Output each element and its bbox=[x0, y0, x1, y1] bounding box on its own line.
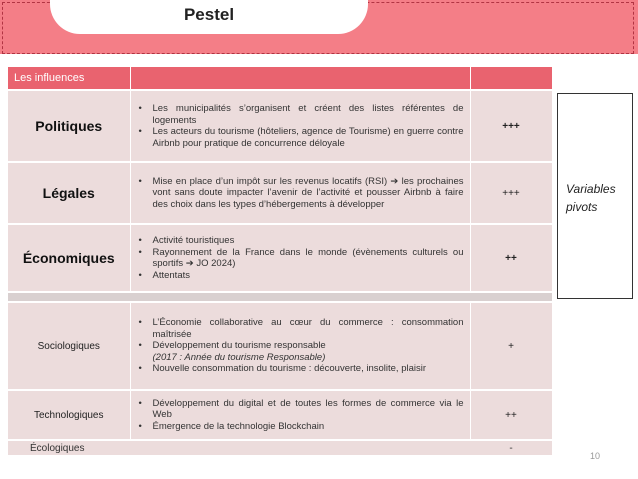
factor-ecologiques: Écologiques bbox=[8, 440, 130, 455]
factor-sociologiques: Sociologiques bbox=[8, 302, 130, 390]
header-label: Les influences bbox=[8, 67, 130, 90]
slide-title: Pestel bbox=[183, 5, 235, 24]
separator-row bbox=[8, 292, 552, 302]
impact-level: +++ bbox=[470, 162, 552, 224]
table-row bbox=[8, 440, 552, 455]
page-number: 10 bbox=[590, 451, 601, 461]
factor-politiques: Politiques bbox=[8, 90, 130, 162]
list-item: • Attentats bbox=[153, 270, 464, 282]
list-item: • Mise en place d’un impôt sur les revenus locatifs (RSI) ➔ les prochaines vont sans doute impacter l’avenir de l’activité et pousser Airbnb à faire des choix dans les types d’hébergements à développer bbox=[153, 176, 464, 211]
table-header-row bbox=[8, 67, 552, 90]
bullet-list bbox=[131, 99, 470, 153]
factor-economiques: Économiques bbox=[8, 224, 130, 292]
tourism-note: (2017 : Année du tourisme Responsable) bbox=[152, 351, 326, 363]
factor-technologiques: Technologiques bbox=[8, 390, 130, 440]
bullet-list bbox=[131, 172, 470, 215]
list-item: • Nouvelle consommation du tourisme : découverte, insolite, plaisir bbox=[153, 363, 464, 375]
impact-level: - bbox=[470, 440, 552, 455]
table-row bbox=[8, 302, 552, 390]
bullet-list bbox=[131, 313, 470, 379]
title-banner bbox=[0, 0, 638, 54]
list-item: • Les municipalités s’organisent et créent des listes référentes de logements bbox=[153, 103, 464, 126]
list-item-text: Développement du tourisme responsable bbox=[152, 340, 326, 352]
list-item: • Développement du digital et de toutes les formes de commerce via le Web bbox=[153, 398, 464, 421]
impact-level: ++ bbox=[470, 224, 552, 292]
pivot-variables-box bbox=[557, 93, 633, 299]
list-item: • Rayonnement de la France dans le monde (évènements culturels ou sportifs ➔ JO 2024) bbox=[153, 247, 464, 270]
bullet-list bbox=[131, 394, 470, 437]
table-row bbox=[8, 390, 552, 440]
factor-legales: Légales bbox=[8, 162, 130, 224]
table-row bbox=[8, 90, 552, 162]
list-item: • Émergence de la technologie Blockchain bbox=[153, 421, 464, 433]
pestel-table bbox=[8, 67, 553, 455]
list-item: • Activité touristiques bbox=[153, 235, 464, 247]
slide-title-box bbox=[50, 0, 368, 34]
table-row bbox=[8, 162, 552, 224]
impact-level: + bbox=[470, 302, 552, 390]
impact-level: +++ bbox=[470, 90, 552, 162]
table-row bbox=[8, 224, 552, 292]
impact-level: ++ bbox=[470, 390, 552, 440]
list-item bbox=[153, 340, 464, 363]
list-item: • Les acteurs du tourisme (hôteliers, agence de Tourisme) en guerre contre Airbnb pour pratique de concurrence déloyale bbox=[153, 126, 464, 149]
bullet-list bbox=[131, 231, 470, 285]
list-item: • L’Économie collaborative au cœur du commerce : consommation maîtrisée bbox=[153, 317, 464, 340]
pivot-label: Variables pivots bbox=[566, 182, 616, 214]
